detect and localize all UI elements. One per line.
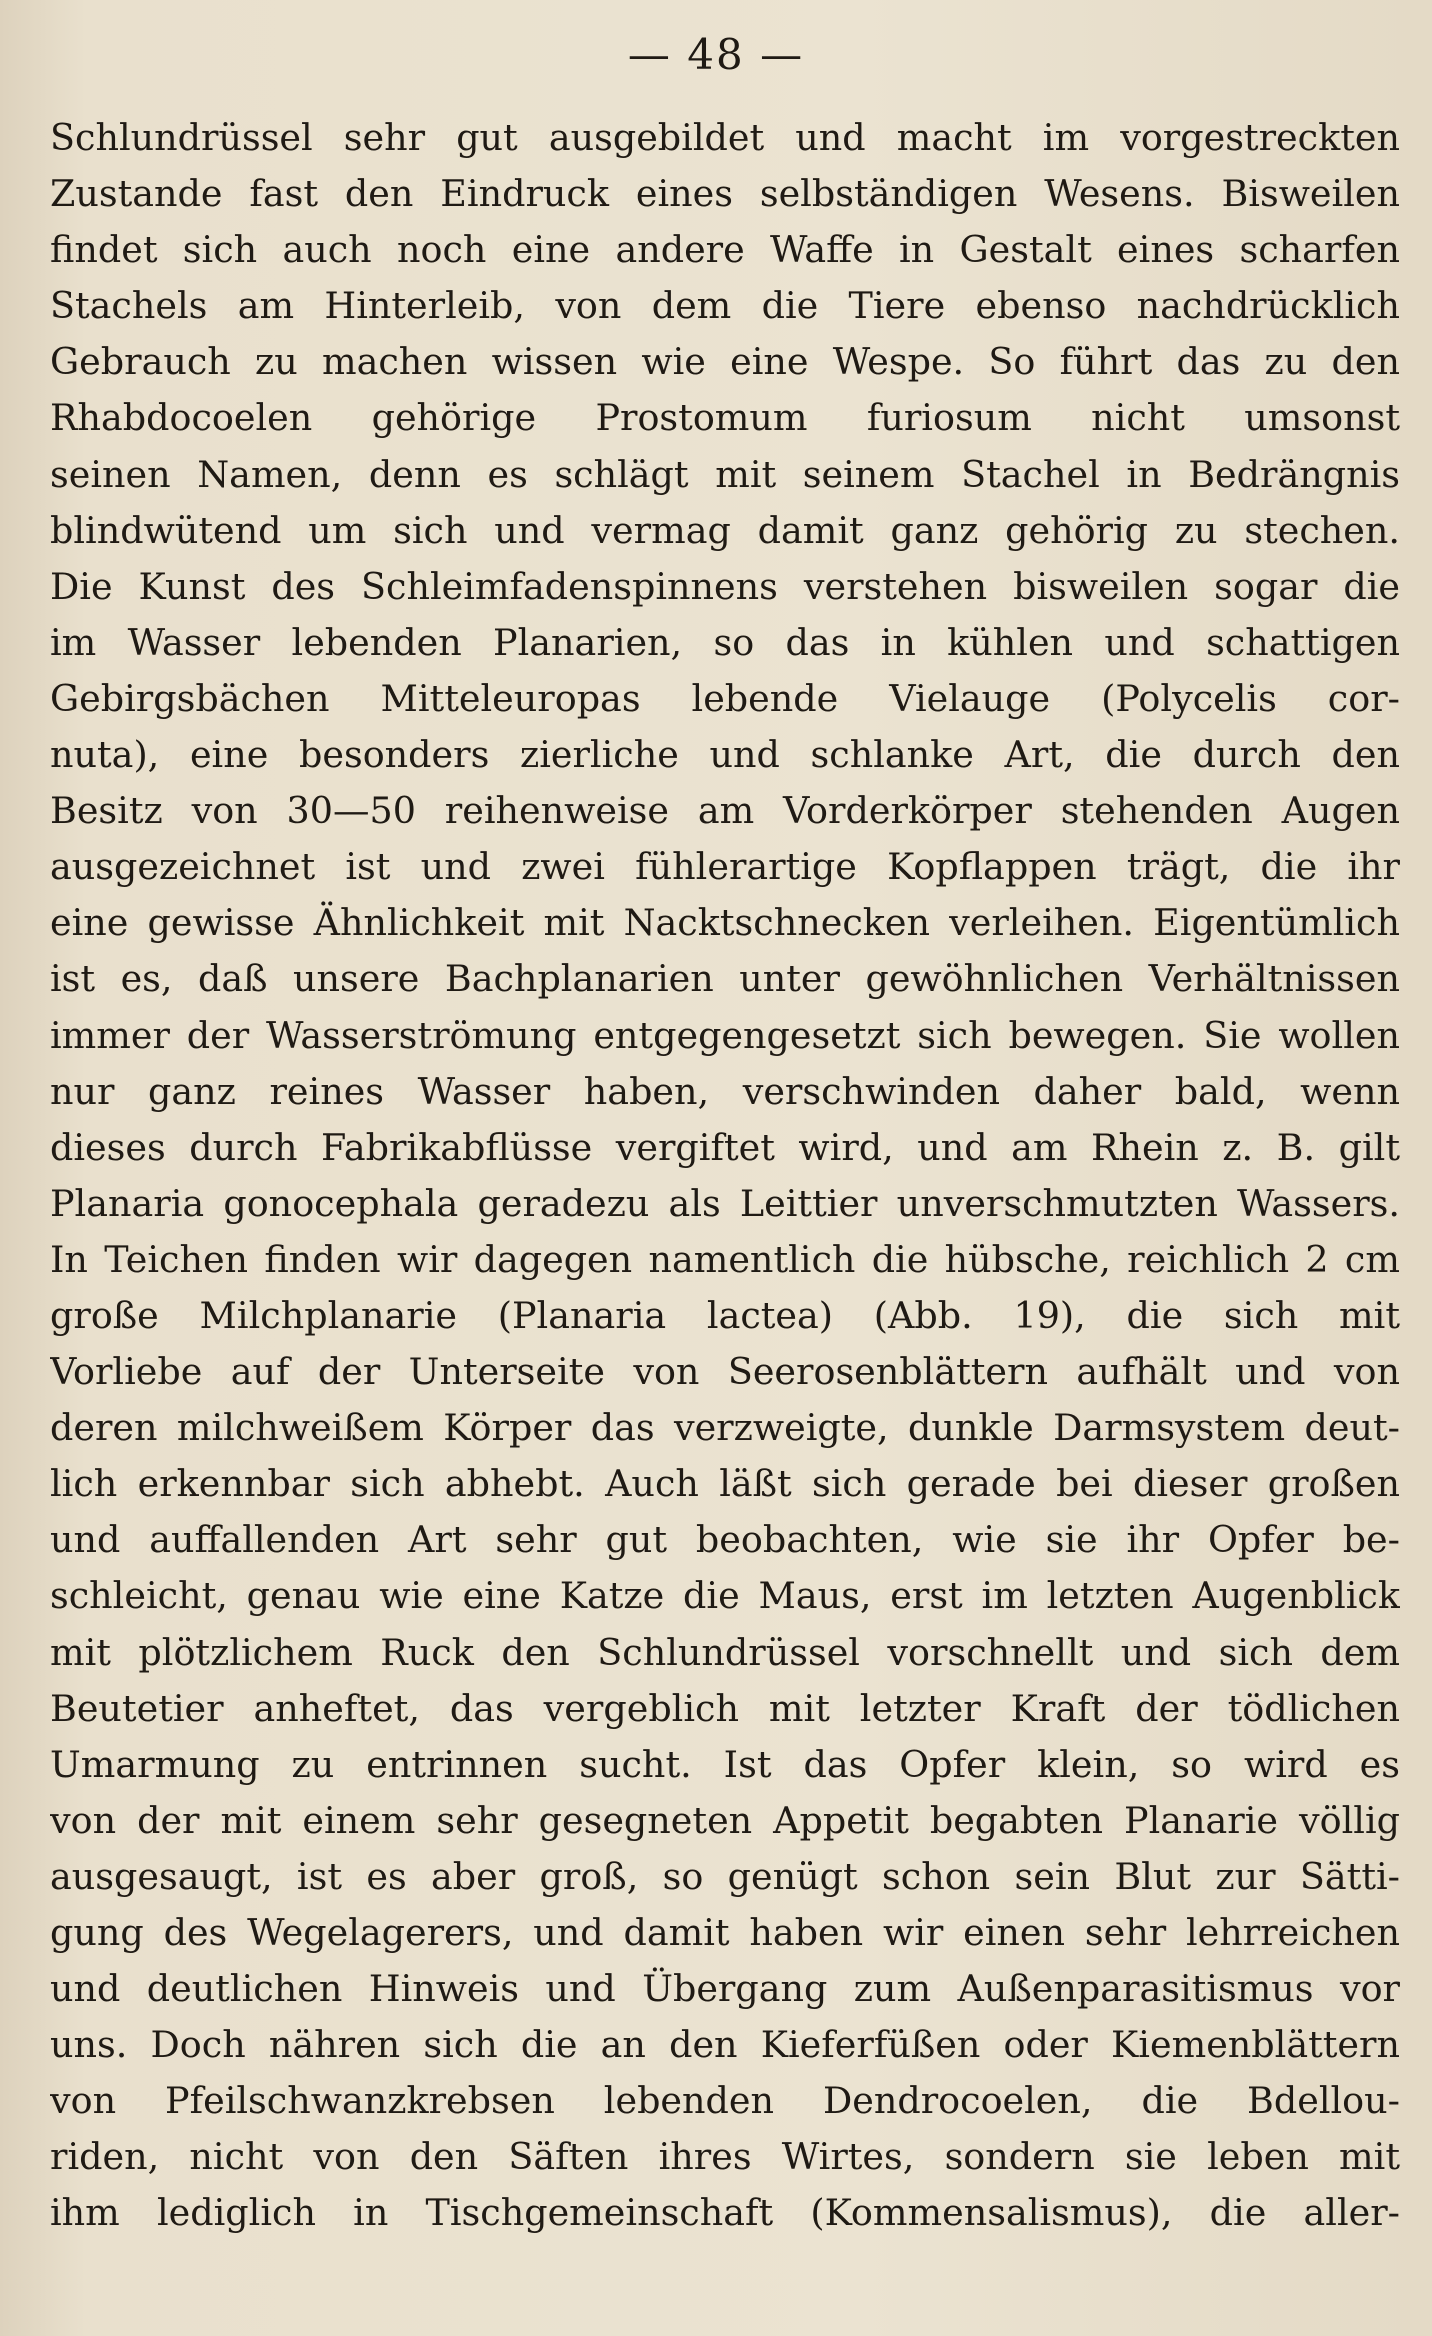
text-line: nuta), eine besonders zierliche und schlanke Art, die durch den bbox=[50, 733, 1400, 777]
text-line: Besitz von 30—50 reihenweise am Vorderkörper stehenden Augen bbox=[50, 789, 1400, 833]
text-line: und auffallenden Art sehr gut beobachten, wie sie ihr Opfer be- bbox=[50, 1518, 1400, 1562]
text-line: nur ganz reines Wasser haben, verschwinden daher bald, wenn bbox=[50, 1069, 1400, 1113]
text-line: und deutlichen Hinweis und Übergang zum Außenparasitismus vor bbox=[50, 1967, 1400, 2011]
text-line: In Teichen finden wir dagegen namentlich die hübsche, reichlich 2 cm bbox=[50, 1237, 1400, 1281]
text-line: deren milchweißem Körper das verzweigte, dunkle Darmsystem deut- bbox=[50, 1406, 1400, 1450]
text-line: Planaria gonocephala geradezu als Leittier unverschmutzten Wassers. bbox=[50, 1181, 1400, 1225]
text-line: seinen Namen, denn es schlägt mit seinem Stachel in Bedrängnis bbox=[50, 452, 1400, 496]
text-line: Die Kunst des Schleimfadenspinnens verstehen bisweilen sogar die bbox=[50, 564, 1400, 608]
text-line: Gebirgsbächen Mitteleuropas lebende Vielauge (Polycelis cor- bbox=[50, 676, 1400, 720]
text-line: blindwütend um sich und vermag damit ganz gehörig zu stechen. bbox=[50, 508, 1400, 552]
text-line: eine gewisse Ähnlichkeit mit Nacktschnecken verleihen. Eigentümlich bbox=[50, 901, 1400, 945]
text-line: schleicht, genau wie eine Katze die Maus, erst im letzten Augenblick bbox=[50, 1574, 1400, 1618]
text-line: Beutetier anheftet, das vergeblich mit letzter Kraft der tödlichen bbox=[50, 1686, 1400, 1730]
text-line: Rhabdocoelen gehörige Prostomum furiosum nicht umsonst bbox=[50, 396, 1400, 440]
text-line: ihm lediglich in Tischgemeinschaft (Kommensalismus), die aller- bbox=[50, 2191, 1400, 2235]
text-line: von der mit einem sehr gesegneten Appetit begabten Planarie völlig bbox=[50, 1798, 1400, 1842]
text-line: Zustande fast den Eindruck eines selbständigen Wesens. Bisweilen bbox=[50, 172, 1400, 216]
text-line: Vorliebe auf der Unterseite von Seerosenblättern aufhält und von bbox=[50, 1350, 1400, 1394]
text-line: gung des Wegelagerers, und damit haben wir einen sehr lehrreichen bbox=[50, 1911, 1400, 1954]
text-line: immer der Wasserströmung entgegengesetzt sich bewegen. Sie wollen bbox=[50, 1013, 1400, 1057]
text-line: Gebrauch zu machen wissen wie eine Wespe. So führt das zu den bbox=[50, 340, 1400, 384]
text-line: uns. Doch nähren sich die an den Kieferfüßen oder Kiemenblättern bbox=[50, 2023, 1400, 2067]
text-line: große Milchplanarie (Planaria lactea) (Abb. 19), die sich mit bbox=[50, 1293, 1400, 1337]
text-line: Schlundrüssel sehr gut ausgebildet und macht im vorgestreckten bbox=[50, 116, 1400, 159]
text-line: ausgezeichnet ist und zwei fühlerartige Kopflappen trägt, die ihr bbox=[50, 845, 1400, 889]
text-line: ausgesaugt, ist es aber groß, so genügt schon sein Blut zur Sätti- bbox=[50, 1854, 1400, 1898]
text-line: Stachels am Hinterleib, von dem die Tiere ebenso nachdrücklich bbox=[50, 284, 1400, 328]
text-line: von Pfeilschwanzkrebsen lebenden Dendrocoelen, die Bdellou- bbox=[50, 2079, 1400, 2123]
text-line: riden, nicht von den Säften ihres Wirtes, sondern sie leben mit bbox=[50, 2135, 1400, 2179]
text-line: dieses durch Fabrikabflüsse vergiftet wird, und am Rhein z. B. gilt bbox=[50, 1125, 1400, 1169]
text-line: ist es, daß unsere Bachplanarien unter gewöhnlichen Verhältnissen bbox=[50, 957, 1400, 1001]
body-text bbox=[50, 110, 1400, 2242]
text-line: lich erkennbar sich abhebt. Auch läßt sich gerade bei dieser großen bbox=[50, 1462, 1400, 1506]
page-number: — 48 — bbox=[627, 30, 805, 79]
text-line: im Wasser lebenden Planarien, so das in kühlen und schattigen bbox=[50, 620, 1400, 664]
text-line: Umarmung zu entrinnen sucht. Ist das Opfer klein, so wird es bbox=[50, 1742, 1400, 1786]
text-line: mit plötzlichem Ruck den Schlundrüssel vorschnellt und sich dem bbox=[50, 1630, 1400, 1674]
text-line: findet sich auch noch eine andere Waffe in Gestalt eines scharfen bbox=[50, 228, 1400, 272]
